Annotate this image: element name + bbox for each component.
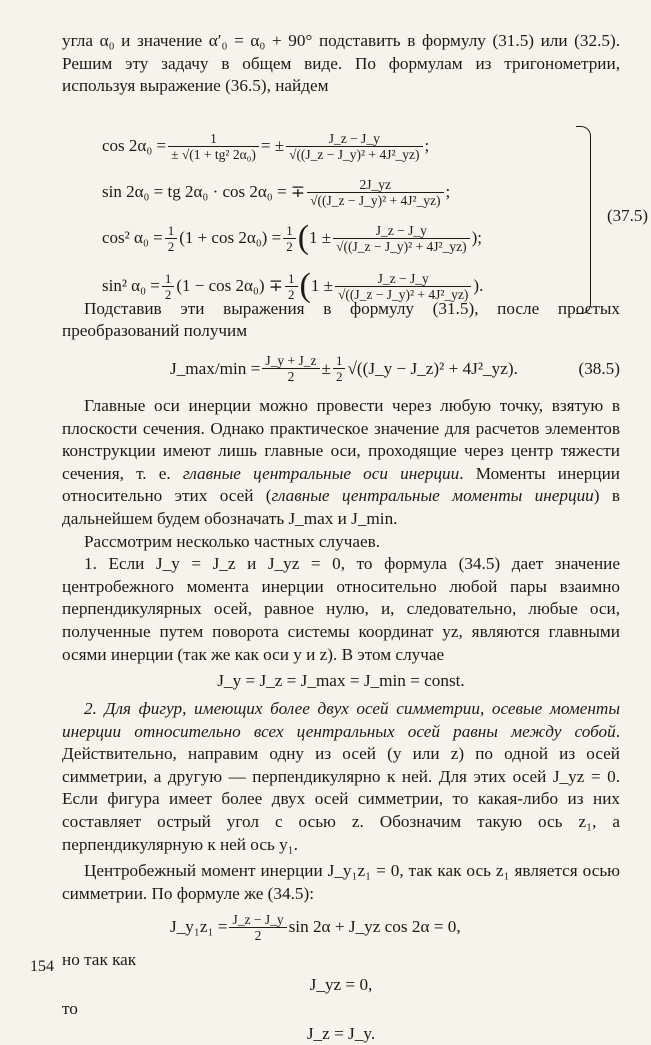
page-number: 154 [30,958,54,975]
equation-const: J_y = J_z = J_max = J_min = const. [217,671,465,691]
paragraph-case-1: 1. Если J_y = J_z и J_yz = 0, то формула (34.5) дает значение центробежного момента инерции относительно любой пары взаимно перпендикулярных осей, равное нулю, и, следовательно, любые оси, полученные путем поворота системы координат yz, являются главными осями инерции (так же как оси y и z). В этом случае [62,554,620,664]
equation-jz-jy: J_z = J_y. [306,1023,376,1043]
text-no-tak-kak: но так как [62,950,137,970]
equation-sin2a: sin 2α₀ = tg 2α₀ · cos 2α₀ = ∓ $\frac{2J\_yz}{\text{√((J\_z − J\_y)² + 4J²\_yz)}}$ ; [102,176,451,208]
paragraph-centrifugal: Центробежный момент инерции J_y₁z₁ = 0, так как ось z₁ является осью симметрии. По формуле же (34.5): [62,861,620,903]
page-body [62,30,649,1045]
equation-jy1z1: J_y₁z₁ = $\frac{J\_z - J\_y}{2}$ sin 2α + J_yz cos 2α = 0, [170,911,461,943]
paragraph-special-cases: Рассмотрим несколько частных случаев. [84,531,381,551]
equation-jyz-zero: J_yz = 0, [309,975,373,995]
paragraph-principal-axes: Главные оси инерции можно провести через любую точку, взятую в плоскости сечения. Однако практическое значение для расчетов элементов конструкции имеют лишь главные оси, проходящие через центр тяжести сечения, т. е. главные центральные оси инерции. Моменты инерции относительно этих осей (главные центральные моменты инерции) в дальнейшем будем обозначать J_max и J_min. [62,395,620,528]
equation-38-5: J_max/min = $\frac{J\_y + J\_z}{2}$ ± $\frac{1}{2}$ √((J_y − J_z)² + 4J²_yz). (38.5) [170,353,620,385]
equation-number-37-5: (37.5) [607,206,649,225]
right-brace [576,126,591,314]
paragraph-case-2: 2. Для фигур, имеющих более двух осей симметрии, осевые моменты инерции относительно всех центральных осей равны между собой. Действительно, направим одну из осей (y или z) по одной из осей симметрии, а другую — перпендикулярно к ней. Для этих осей J_yz = 0. Если фигура имеет более двух осей симметрии, то какая-либо из них составляет острый угол с осью z. Обозначим такую ось z₁, а перпендикулярную к ней ось y₁. [62,699,620,854]
text-to: то [62,999,78,1019]
equation-number-38-5: (38.5) [578,358,620,378]
equation-sin-squared: sin² α₀ = $\frac{1}{2}$ (1 − cos 2α₀) ∓ $\frac{1}{2}$ ( 1 ± $\frac{J\_z - J\_y}{\text{√((J\_z − J\_y)² + 4J²\_yz)}}$ ). [102,267,484,304]
equation-system-37-5 [102,126,649,312]
equation-cos-squared: cos² α₀ = $\frac{1}{2}$ (1 + cos 2α₀) = $\frac{1}{2}$ ( 1 ± $\frac{J\_z - J\_y}{\text{√((J\_z − J\_y)² + 4J²\_yz)}}$ ); [102,219,482,256]
equation-cos2a: cos 2α₀ = $\frac{1}{\text{± √(1 + tg² 2α₀)}}$ = ± $\frac{J\_z - J\_y}{\text{√((J\_z − J\_y)² + 4J²\_yz)}}$ ; [102,130,430,162]
paragraph-substitute: Подставив эти выражения в формулу (31.5), после простых преобразований получим [62,298,620,341]
paragraph-intro: угла α₀ и значение α′₀ = α₀ + 90° подставить в формулу (31.5) или (32.5). Решим эту задачу в общем виде. По формулам из тригонометрии, используя выражение (36.5), найдем [62,31,620,96]
